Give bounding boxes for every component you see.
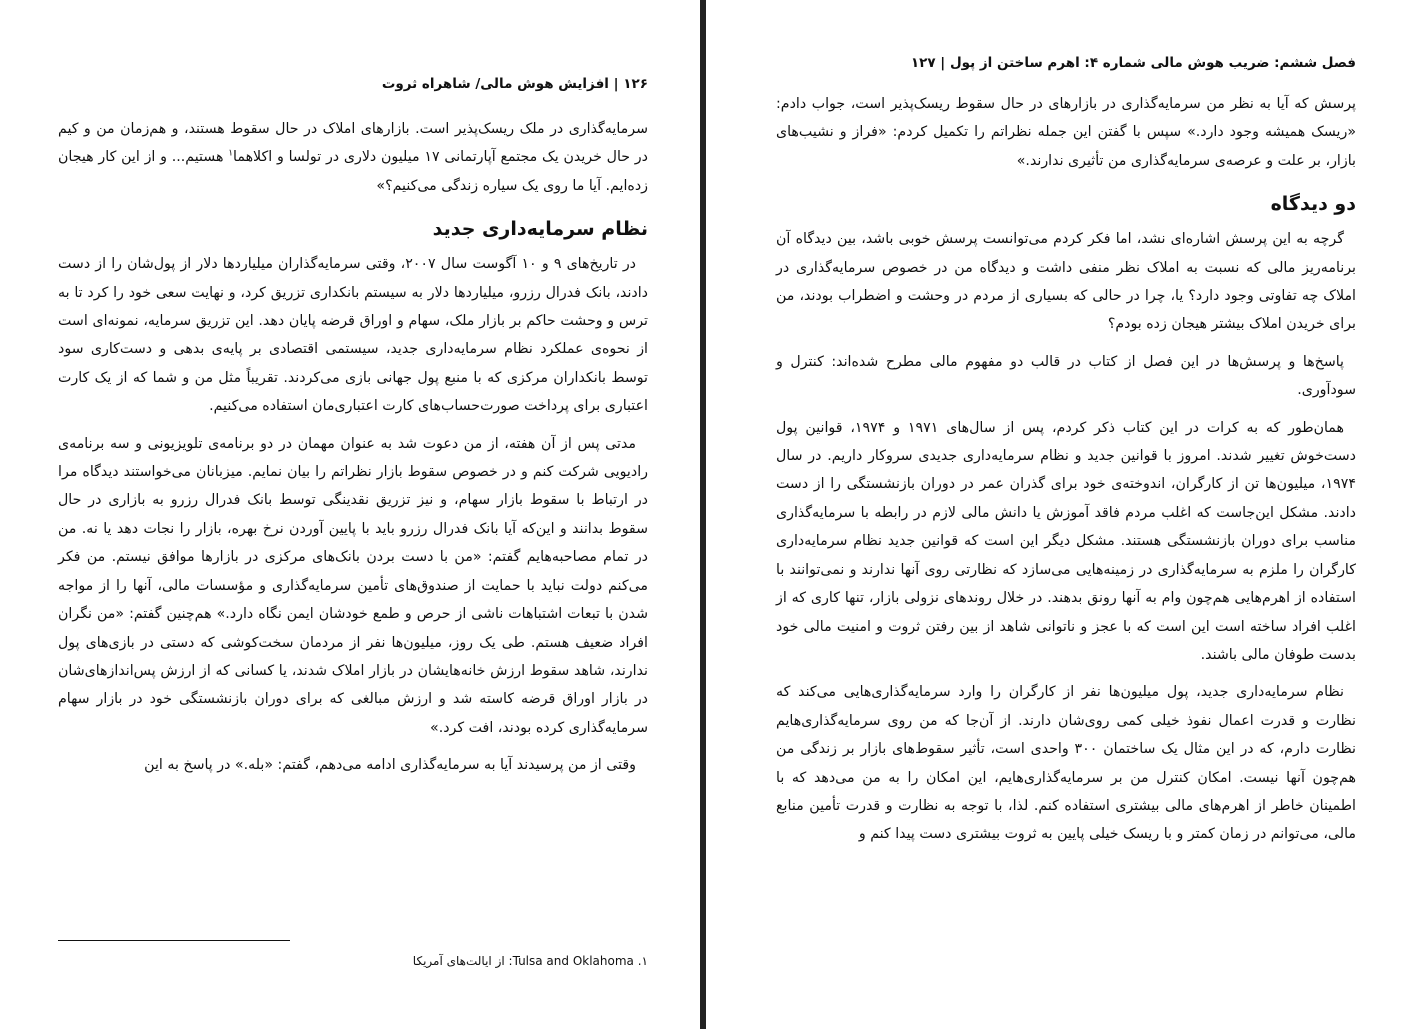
footnote-mark: ۱ xyxy=(228,148,234,159)
page-header: ۱۲۶ | افزایش هوش مالی/ شاهراه ثروت xyxy=(381,76,648,92)
page-body xyxy=(58,115,648,789)
page-body xyxy=(776,90,1356,858)
right-page xyxy=(706,0,1404,1029)
section-title: دو دیدگاه xyxy=(1270,193,1356,216)
paragraph: پاسخ‌ها و پرسش‌ها در این فصل از کتاب در قالب دو مفهوم مالی مطرح شده‌اند: کنترل و سودآوری. xyxy=(776,353,1356,399)
paragraph: همان‌طور که به کرات در این کتاب ذکر کردم، پس از سال‌های ۱۹۷۱ و ۱۹۷۴، قوانین پول دست‌خوش تغییر شدند. امروز با قوانین جدید و نظام سرمایه‌داری جدیدی سروکار داریم. در سال ۱۹۷۴، میلیون‌ها تن از کارگران، اندوخته‌ی خود برای گذران عمر در دوران بازنشستگی را از دست دادند. مشکل این‌جاست که اغلب مردم فاقد آموزش یا دانش مالی لازم در رابطه با سرمایه‌گذاری مناسب برای دوران بازنشستگی هستند. مشکل دیگر این است که قوانین جدید نظام سرمایه‌داری کارگران را ملزم به سرمایه‌گذاری در زمینه‌هایی می‌سازد که نظارتی روی آنها ندارند و نمی‌توانند با استفاده از اهرم‌هایی هم‌چون وام به آنها رونق بدهند. در خلال روندهای نزولی بازار، تنها کاری که از اغلب افراد ساخته است این است که با عجز و ناتوانی شاهد از بین رفتن ثروت و امنیت مالی خود بدست طوفان مالی باشند. xyxy=(776,419,1356,663)
paragraph: نظام سرمایه‌داری جدید، پول میلیون‌ها نفر از کارگران را وارد سرمایه‌گذاری‌هایی می‌کند که نظارت و قدرت اعمال نفوذ خیلی کمی روی‌شان دارند. از آن‌جا که من روی سرمایه‌گذاری‌هایم نظارت دارم، که در این مثال یک ساختمان ۳۰۰ واحدی است، تأثیر سقوط‌های بازار بر زندگی من هم‌چون آنها نیست. امکان کنترل من بر سرمایه‌گذاری‌هایم، این امکان را به من می‌دهد که با اطمینان خاطر از اهرم‌های مالی بیشتری استفاده کنم. لذا، با توجه به نظارت و قدرت تأمین منابع مالی، می‌توانم در زمان کمتر و با ریسک خیلی پایین به ثروت بیشتری دست پیدا کنم و xyxy=(776,684,1356,843)
paragraph: وقتی از من پرسیدند آیا به سرمایه‌گذاری ادامه می‌دهم، گفتم: «بله.» در پاسخ به این xyxy=(144,757,636,774)
page-header: فصل ششم: ضریب هوش مالی شماره ۴: اهرم ساختن از پول | ۱۲۷ xyxy=(910,55,1356,71)
footnote: ۱. Tulsa and Oklahoma: از ایالت‌های آمریکا xyxy=(412,954,648,968)
footnote-divider xyxy=(58,940,290,941)
paragraph: گرچه به این پرسش اشاره‌ای نشد، اما فکر کردم می‌توانست پرسش خوبی باشد، بین دیدگاه آن برنامه‌ریز مالی که نسبت به املاک نظر منفی داشت و دیدگاه من در خصوص سرمایه‌گذاری در املاک چه تفاوتی وجود دارد؟ یا، چرا در حالی که بسیاری از مردم در وحشت و اضطراب بودند، من برای خریدن املاک بیشتر هیجان زده بودم؟ xyxy=(776,231,1356,333)
intro-text: سرمایه‌گذاری در ملک ریسک‌پذیر است. بازارهای املاک در حال سقوط هستند، و هم‌زمان من و کیم در حال خریدن یک مجتمع آپارتمانی ۱۷ میلیون دلاری در تولسا و اکلاهما xyxy=(58,121,648,166)
section-title: نظام سرمایه‌داری جدید xyxy=(432,218,648,241)
paragraph: مدتی پس از آن هفته، از من دعوت شد به عنوان مهمان در دو برنامه‌ی تلویزیونی و سه برنامه‌ی رادیویی شرکت کنم و در خصوص سقوط بازار نظراتم را بیان نمایم. میزبانان می‌خواستند دیدگاه مرا در ارتباط با سقوط بازار سهام، و نیز تزریق نقدینگی توسط بانک فدرال رزرو به بازاری در حال سقوط بدانند و این‌که آیا بانک فدرال رزرو باید با پایین آوردن نرخ بهره، بازار را نجات دهد یا نه. من در تمام مصاحبه‌هایم گفتم: «من با دست بردن بانک‌های مرکزی در بازارها موافق نیستم. من فکر می‌کنم دولت نباید با حمایت از صندوق‌های تأمین سرمایه‌گذاری و مؤسسات مالی، آنها را از مواجه شدن با تبعات اشتباهات ناشی از حرص و طمع خودشان ایمن نگاه دارد.» هم‌چنین گفتم: «من نگران افراد ضعیف هستم. طی یک روز، میلیون‌ها نفر از مردمان سخت‌کوشی که دستی در بازی‌های پول ندارند، شاهد سقوط ارزش خانه‌هایشان در بازار املاک شدند، یا کسانی که از ارزش پس‌اندازهای‌شان در بازار اوراق قرضه کاسته شد و ارزش مبالغی که برای دوران بازنشستگی خود در بازار سهام سرمایه‌گذاری کرده بودند، افت کرد.» xyxy=(58,435,648,736)
intro-paragraph xyxy=(58,115,648,200)
intro-text-end: هستیم... و از این کار هیجان زده‌ایم. آیا ما روی یک سیاره زندگی می‌کنیم؟» xyxy=(58,149,648,194)
left-page xyxy=(0,0,700,1029)
paragraph: در تاریخ‌های ۹ و ۱۰ آگوست سال ۲۰۰۷، وقتی سرمایه‌گذاران میلیاردها دلار از پول‌شان را از دست دادند، بانک فدرال رزرو، میلیاردها دلار به سیستم بانکداری تزریق کرد، و نهایت سعی خود را کرد تا به ترس و وحشت حاکم بر بازار ملک، سهام و اوراق قرضه پایان دهد. این تزریق سرمایه، نمونه‌ای است از نحوه‌ی عملکرد نظام سرمایه‌داری جدید، سیستمی اقتصادی بر پایه‌ی بدهی و دست‌کاری سود توسط بانکداران مرکزی که با منبع پول جهانی بازی می‌کردند. تقریباً مثل من و شما که از یک کارت اعتباری برای پرداخت صورت‌حساب‌های کارت اعتباری‌مان استفاده می‌کنیم. xyxy=(58,256,648,415)
intro-paragraph: پرسش که آیا به نظر من سرمایه‌گذاری در بازارهای در حال سقوط ریسک‌پذیر است، جواب دادم: «ریسک همیشه وجود دارد.» سپس با گفتن این جمله نظراتم را تکمیل کردم: «فراز و نشیب‌های بازار، بر علت و عرصه‌ی سرمایه‌گذاری من تأثیری ندارند.» xyxy=(776,96,1356,169)
